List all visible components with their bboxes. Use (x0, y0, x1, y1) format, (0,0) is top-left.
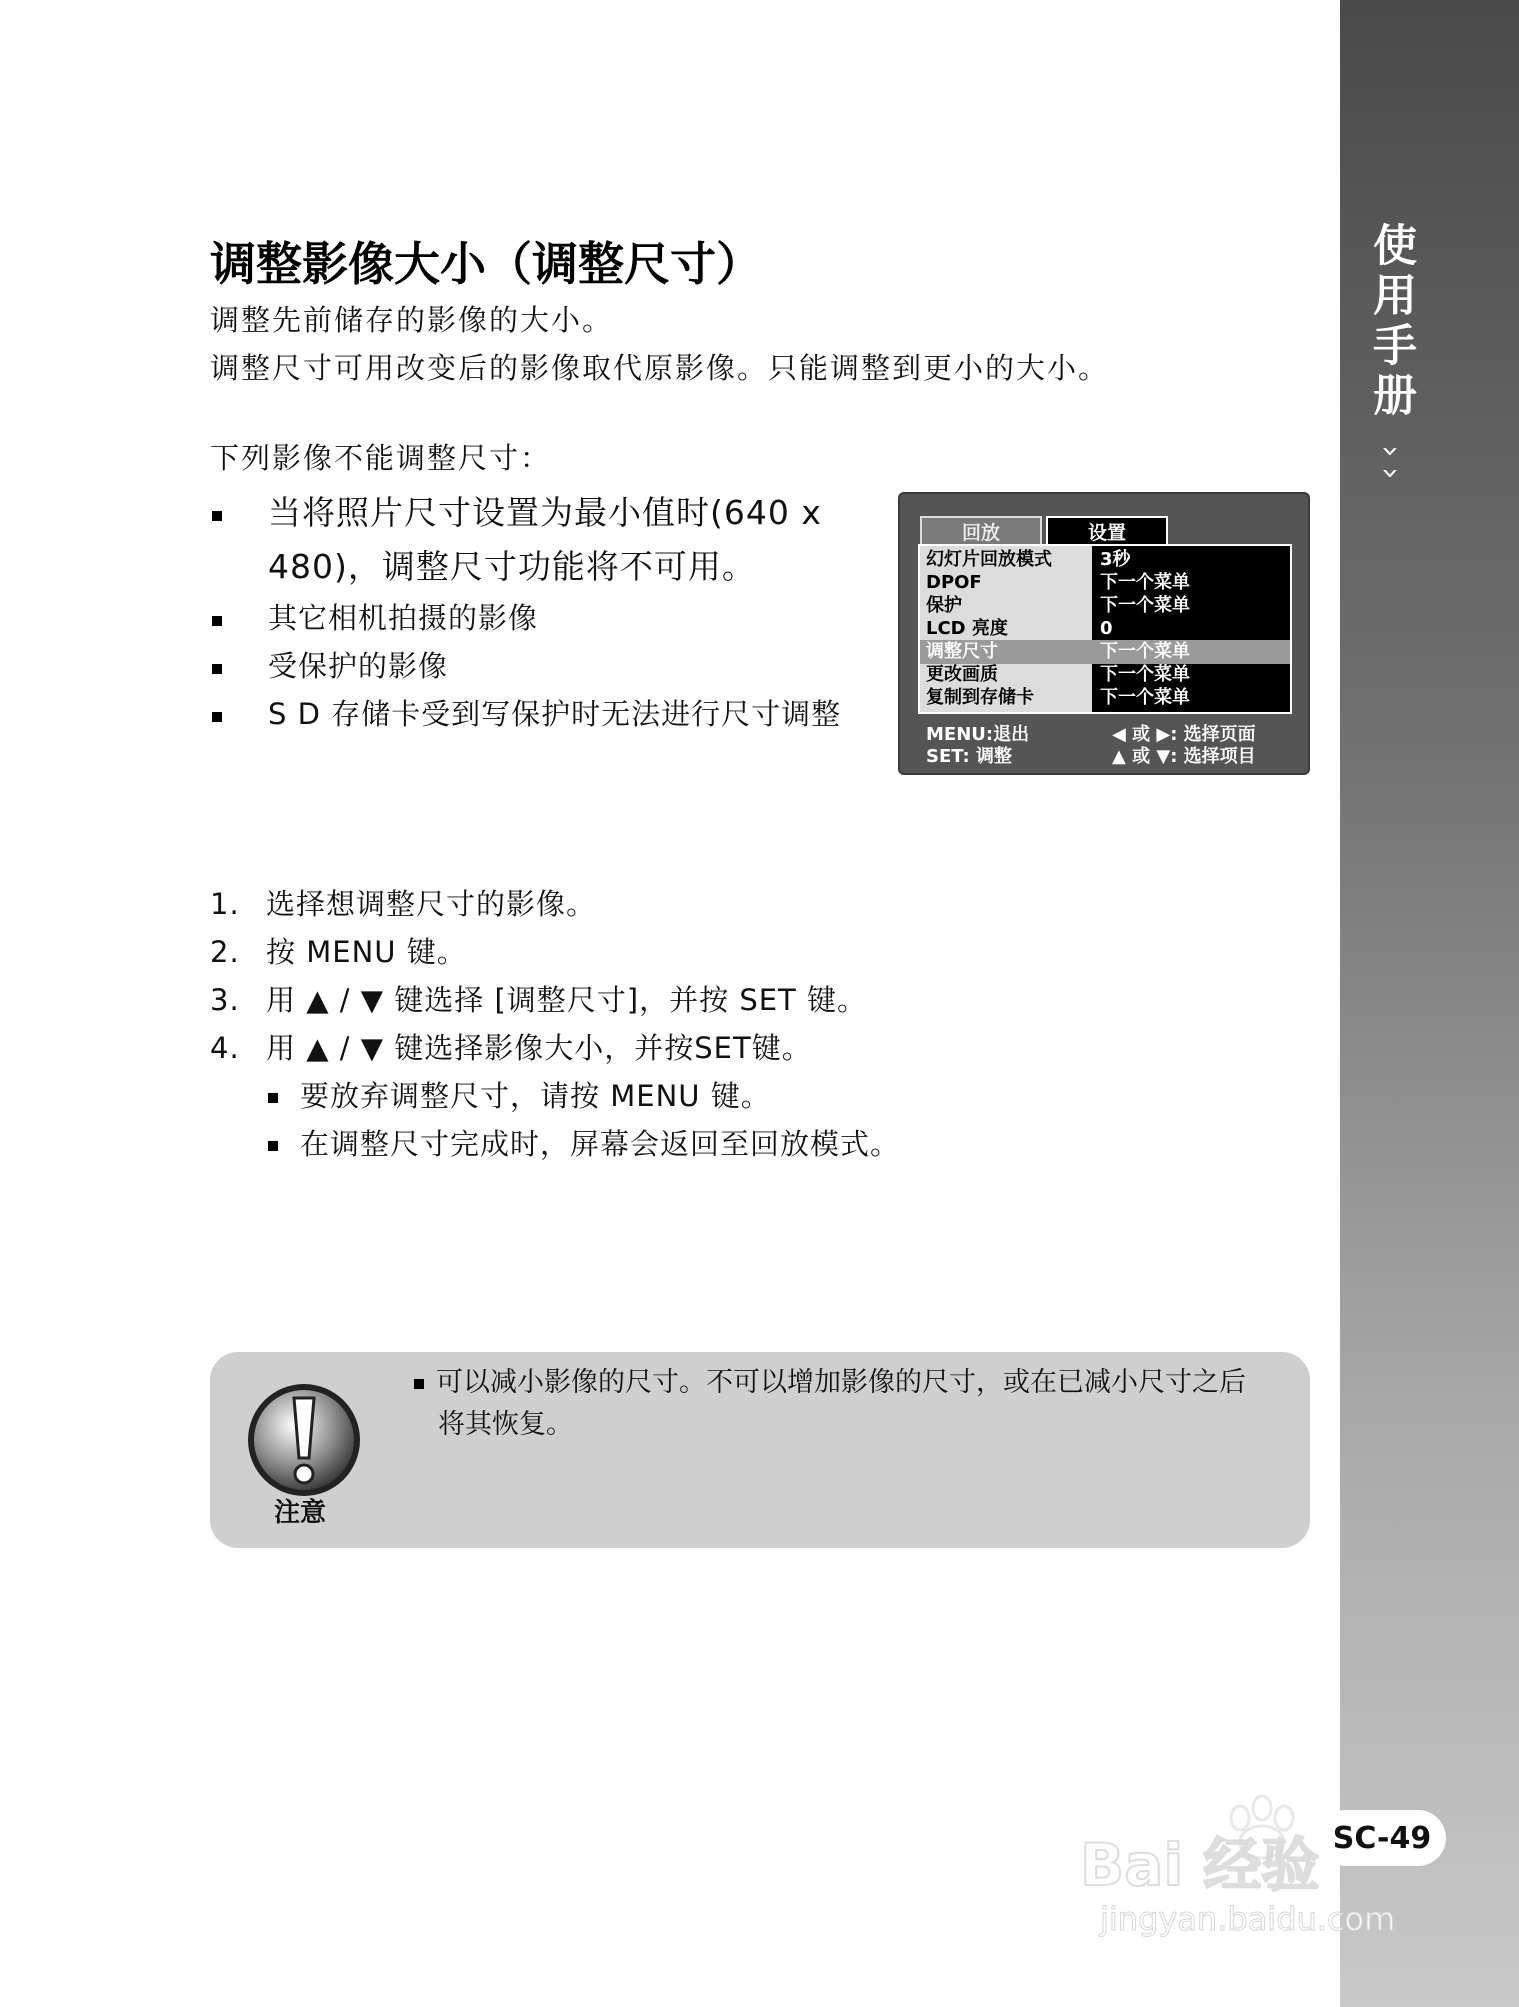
lcd-row: 更改画质 下一个菜单 (926, 664, 1190, 685)
bullet-icon (212, 616, 222, 626)
bullet-icon (268, 1093, 278, 1103)
side-title: 使用手册 (1365, 222, 1416, 422)
bullet-icon (212, 664, 222, 674)
lcd-row: 保护 下一个菜单 (926, 595, 1190, 616)
camera-lcd-menu (898, 492, 1310, 775)
watermark-url: jingyan.baidu.com (1100, 1900, 1396, 1938)
lcd-footer-left: MENU:退出 (926, 724, 1030, 745)
note-label: 注意 (274, 1498, 327, 1528)
list-item: 当将照片尺寸设置为最小值时(640 x 480)，调整尺寸功能将不可用。 (210, 486, 870, 594)
step-item: 3. 用 ▲ / ▼ 键选择 [调整尺寸]，并按 SET 键。 (210, 983, 867, 1017)
list-item: S D 存储卡受到写保护时无法进行尺寸调整 (210, 690, 870, 738)
page-number: SC-49 (1318, 1810, 1446, 1866)
side-arrows-icon: › › (1373, 441, 1408, 483)
intro-line: 调整尺寸可用改变后的影像取代原影像。只能调整到更小的大小。 (210, 351, 1110, 385)
lcd-row: LCD 亮度 0 (926, 618, 1113, 639)
step-item: 4. 用 ▲ / ▼ 键选择影像大小，并按SET键。 (210, 1031, 812, 1065)
list-item: 其它相机拍摄的影像 (210, 594, 870, 642)
exclusions-list (210, 486, 870, 738)
intro-text (210, 296, 1109, 392)
lcd-menu-panel (918, 544, 1292, 714)
list-item: 受保护的影像 (210, 642, 870, 690)
note-text: 可以减小影像的尺寸。不可以增加影像的尺寸，或在已减小尺寸之后 将其恢复。 (414, 1362, 1294, 1446)
tab-setup: 设置 (1046, 516, 1168, 546)
bullet-icon (414, 1379, 424, 1389)
substep-item: 要放弃调整尺寸，请按 MENU 键。 (268, 1074, 771, 1115)
lcd-footer-left: SET: 调整 (926, 746, 1013, 767)
intro-line: 调整先前储存的影像的大小。 (210, 303, 614, 337)
watermark-brand: Bai 经验 (1080, 1831, 1320, 1899)
step-item: 2. 按 MENU 键。 (210, 935, 467, 969)
bullet-icon (212, 712, 222, 722)
lcd-footer-right: ▲ 或 ▼: 选择项目 (1112, 746, 1256, 767)
lcd-row-selected: 调整尺寸 下一个菜单 (920, 640, 1290, 664)
exclusions-heading: 下列影像不能调整尺寸： (210, 441, 552, 475)
lcd-row: DPOF 下一个菜单 (926, 572, 1190, 593)
lcd-row: 复制到存储卡 下一个菜单 (926, 687, 1190, 708)
note-box (210, 1352, 1310, 1548)
bullet-icon (212, 511, 222, 521)
bullet-icon (268, 1141, 278, 1151)
page-title: 调整影像大小（调整尺寸） (210, 237, 762, 291)
steps-list (210, 880, 867, 1072)
substep-item: 在调整尺寸完成时，屏幕会返回至回放模式。 (268, 1122, 900, 1163)
tab-playback: 回放 (920, 516, 1042, 546)
lcd-row: 幻灯片回放模式 3秒 (926, 549, 1131, 570)
warning-icon (244, 1380, 364, 1500)
baidu-watermark-icon (1080, 1780, 1440, 1940)
lcd-footer-right: ◀ 或 ▶: 选择页面 (1112, 724, 1256, 745)
step-item: 1. 选择想调整尺寸的影像。 (210, 887, 597, 921)
